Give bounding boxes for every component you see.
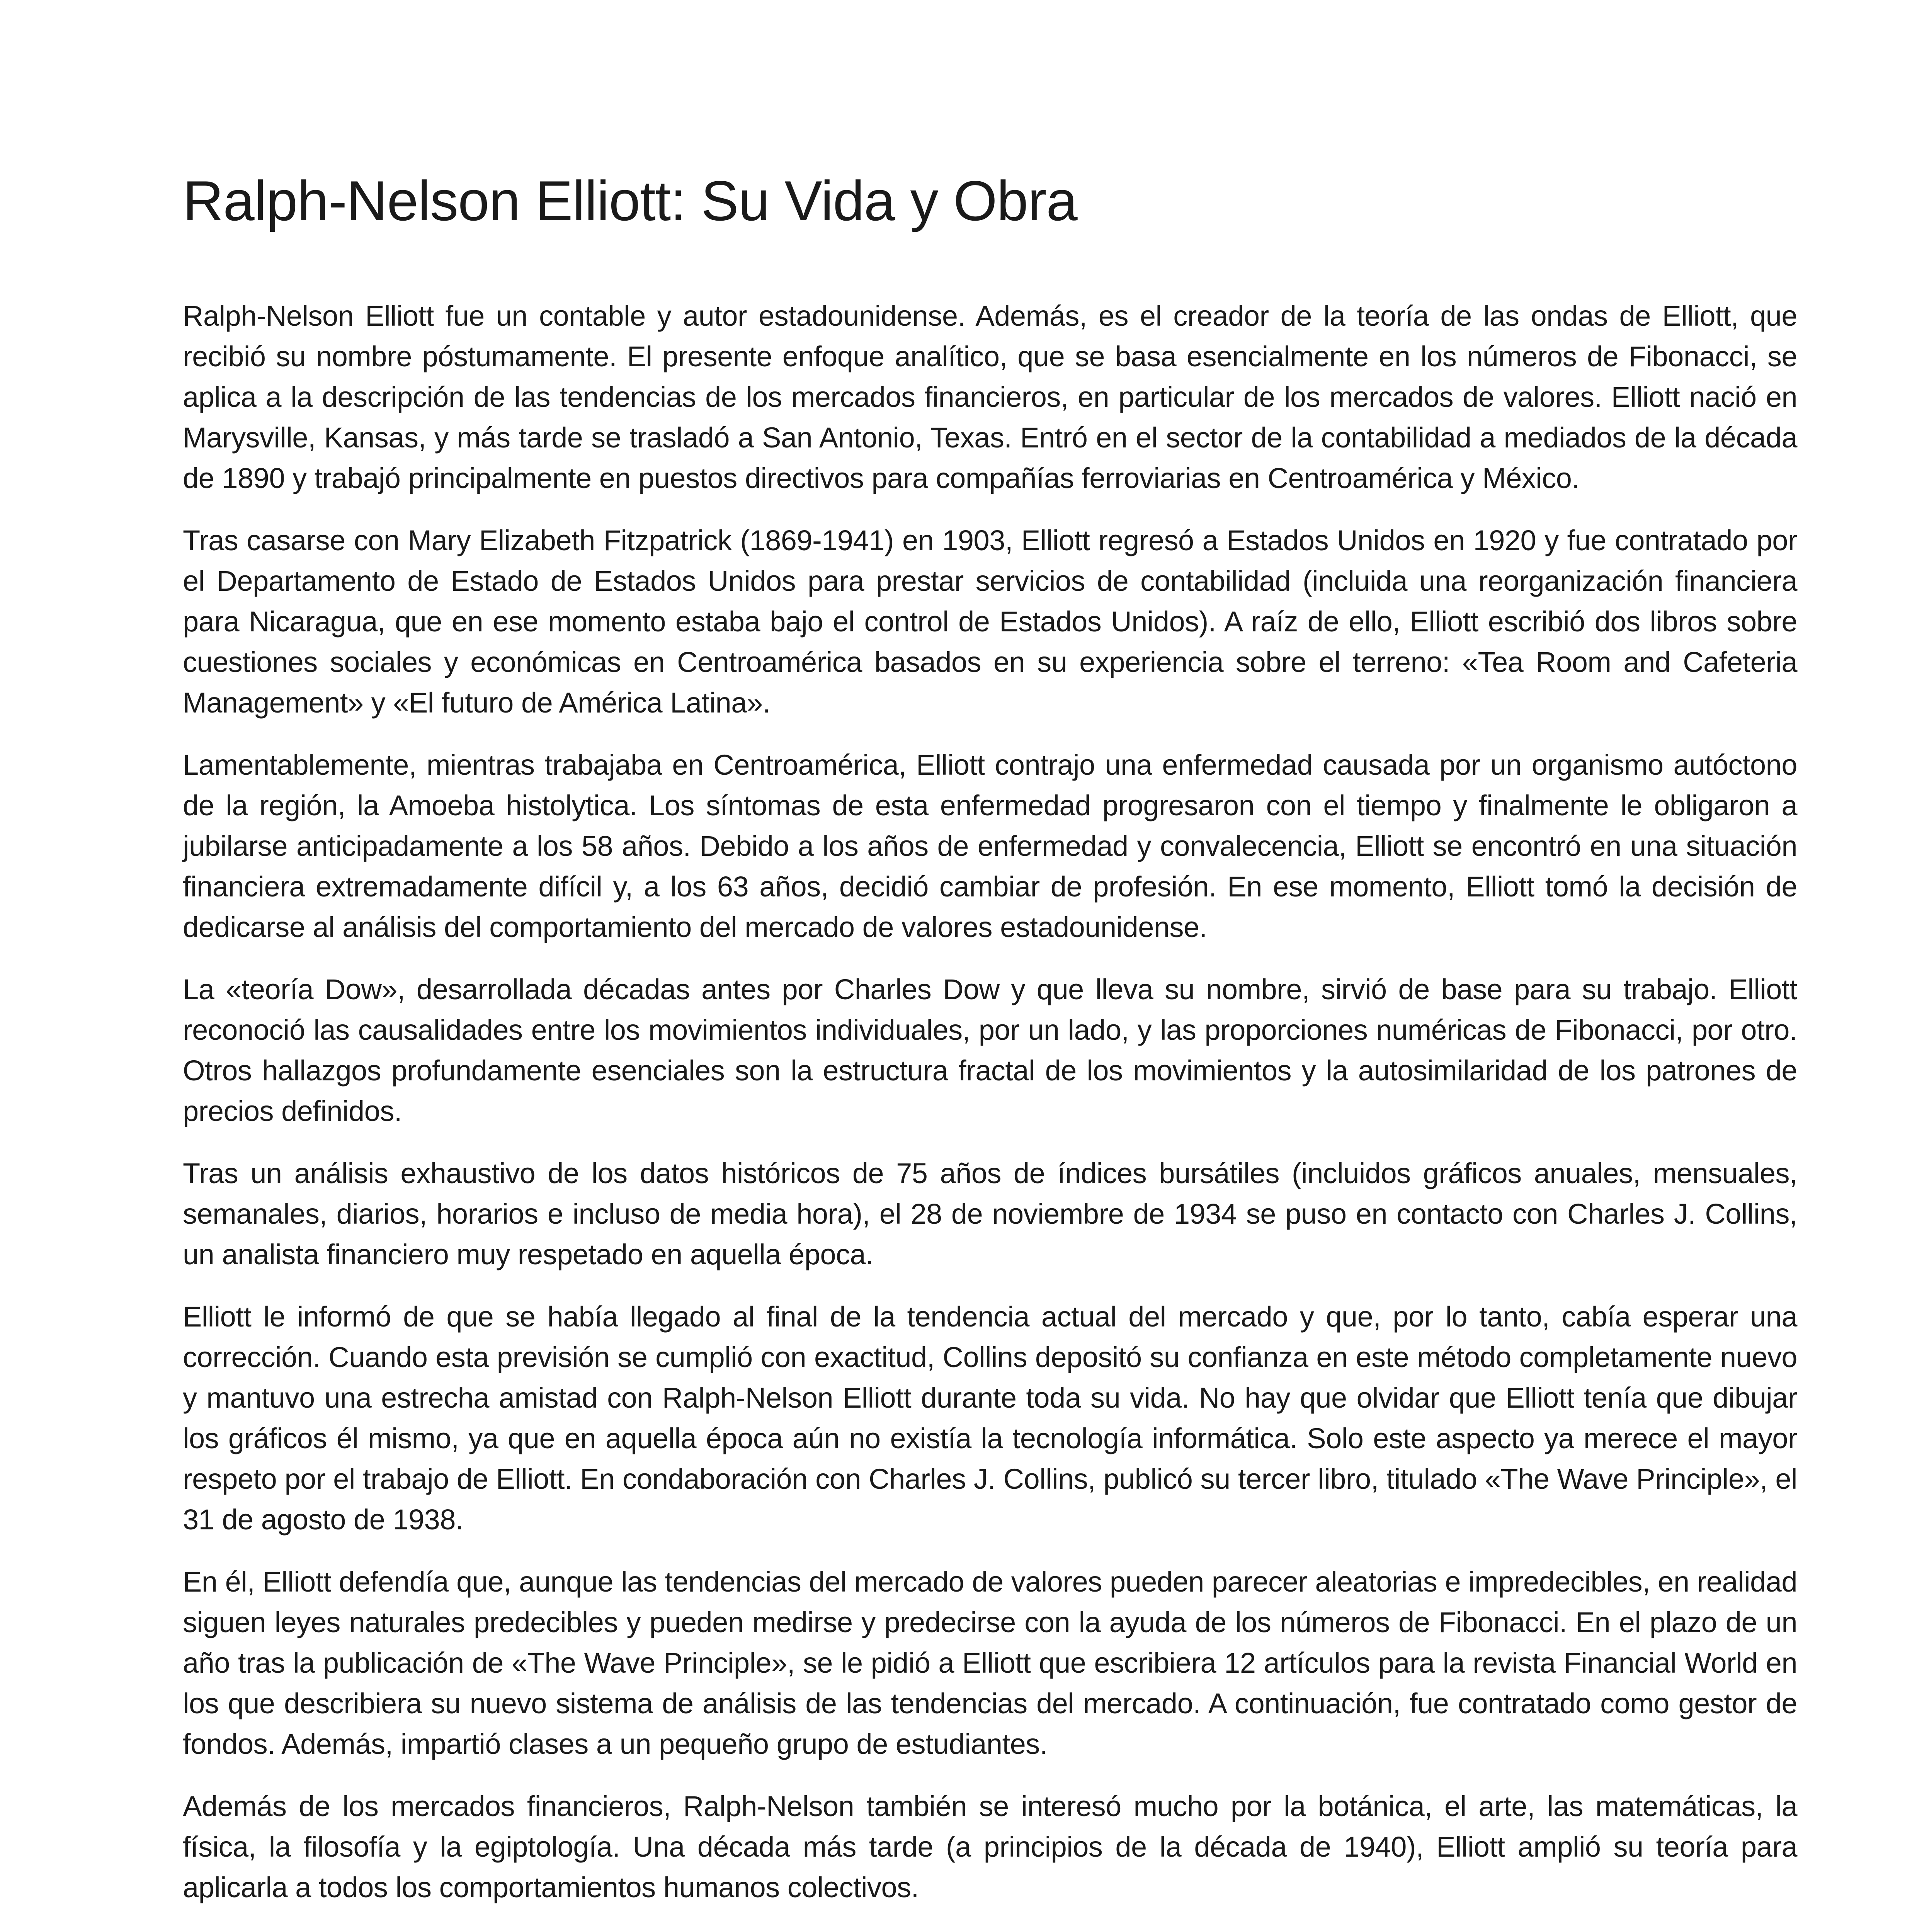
paragraph-7: En él, Elliott defendía que, aunque las tendencias del mercado de valores pueden parecer aleatorias e impredecibles, en realidad siguen leyes naturales predecibles y pueden medirse y predecirse con la ayuda de los números de Fibonacci. En el plazo de un año tras la publicación de «The Wave Principle», se le pidió a Elliott que escribiera 12 artículos para la revista Financial World en los que describiera su nuevo sistema de análisis de las tendencias del mercado. A continuación, fue contratado como gestor de fondos. Además, impartió clases a un pequeño grupo de estudiantes. — [183, 1566, 1797, 1760]
body-text — [183, 296, 1797, 1932]
paragraph-1: Ralph-Nelson Elliott fue un contable y autor estadounidense. Además, es el creador de la teoría de las ondas de Elliott, que recibió su nombre póstumamente. El presente enfoque analítico, que se basa esencialmente en los números de Fibonacci, se aplica a la descripción de las tendencias de los mercados financieros, en particular de los mercados de valores. Elliott nació en Marysville, Kansas, y más tarde se trasladó a San Antonio, Texas. Entró en el sector de la contabilidad a mediados de la década de 1890 y trabajó principalmente en puestos directivos para compañías ferroviarias en Centroamérica y México. — [183, 300, 1797, 494]
paragraph-5: Tras un análisis exhaustivo de los datos históricos de 75 años de índices bursátiles (incluidos gráficos anuales, mensuales, semanales, diarios, horarios e incluso de media hora), el 28 de noviembre de 1934 se puso en contacto con Charles J. Collins, un analista financiero muy respetado en aquella época. — [183, 1157, 1797, 1270]
paragraph-8: Además de los mercados financieros, Ralph-Nelson también se interesó mucho por la botánica, el arte, las matemáticas, la física, la filosofía y la egiptología. Una década más tarde (a principios de la década de 1940), Elliott amplió su teoría para aplicarla a todos los comportamientos humanos colectivos. — [183, 1790, 1797, 1903]
paragraph-3: Lamentablemente, mientras trabajaba en Centroamérica, Elliott contrajo una enfermedad causada por un organismo autóctono de la región, la Amoeba histolytica. Los síntomas de esta enfermedad progresaron con el tiempo y finalmente le obligaron a jubilarse anticipadamente a los 58 años. Debido a los años de enfermedad y convalecencia, Elliott se encontró en una situación financiera extremadamente difícil y, a los 63 años, decidió cambiar de profesión. En ese momento, Elliott tomó la decisión de dedicarse al análisis del comportamiento del mercado de valores estadounidense. — [183, 749, 1797, 943]
page-title: Ralph-Nelson Elliott: Su Vida y Obra — [183, 169, 1077, 232]
paragraph-2: Tras casarse con Mary Elizabeth Fitzpatrick (1869-1941) en 1903, Elliott regresó a Estados Unidos en 1920 y fue contratado por el Departamento de Estado de Estados Unidos para prestar servicios de contabilidad (incluida una reorganización financiera para Nicaragua, que en ese momento estaba bajo el control de Estados Unidos). A raíz de ello, Elliott escribió dos libros sobre cuestiones sociales y económicas en Centroamérica basados en su experiencia sobre el terreno: «Tea Room and Cafeteria Management» y «El futuro de América Latina». — [183, 524, 1797, 719]
paragraph-9 — [183, 1929, 1797, 1932]
paragraph-4: La «teoría Dow», desarrollada décadas antes por Charles Dow y que lleva su nombre, sirvió de base para su trabajo. Elliott reconoció las causalidades entre los movimientos individuales, por un lado, y las proporciones numéricas de Fibonacci, por otro. Otros hallazgos profundamente esenciales son la estructura fractal de los movimientos y la autosimilaridad de los patrones de precios definidos. — [183, 973, 1797, 1127]
paragraph-6: Elliott le informó de que se había llegado al final de la tendencia actual del mercado y que, por lo tanto, cabía esperar una corrección. Cuando esta previsión se cumplió con exactitud, Collins depositó su confianza en este método completamente nuevo y mantuvo una estrecha amistad con Ralph-Nelson Elliott durante toda su vida. No hay que olvidar que Elliott tenía que dibujar los gráficos él mismo, ya que en aquella época aún no existía la tecnología informática. Solo este aspecto ya merece el mayor respeto por el trabajo de Elliott. En condaboración con Charles J. Collins, publicó su tercer libro, titulado «The Wave Principle», el 31 de agosto de 1938. — [183, 1301, 1797, 1536]
